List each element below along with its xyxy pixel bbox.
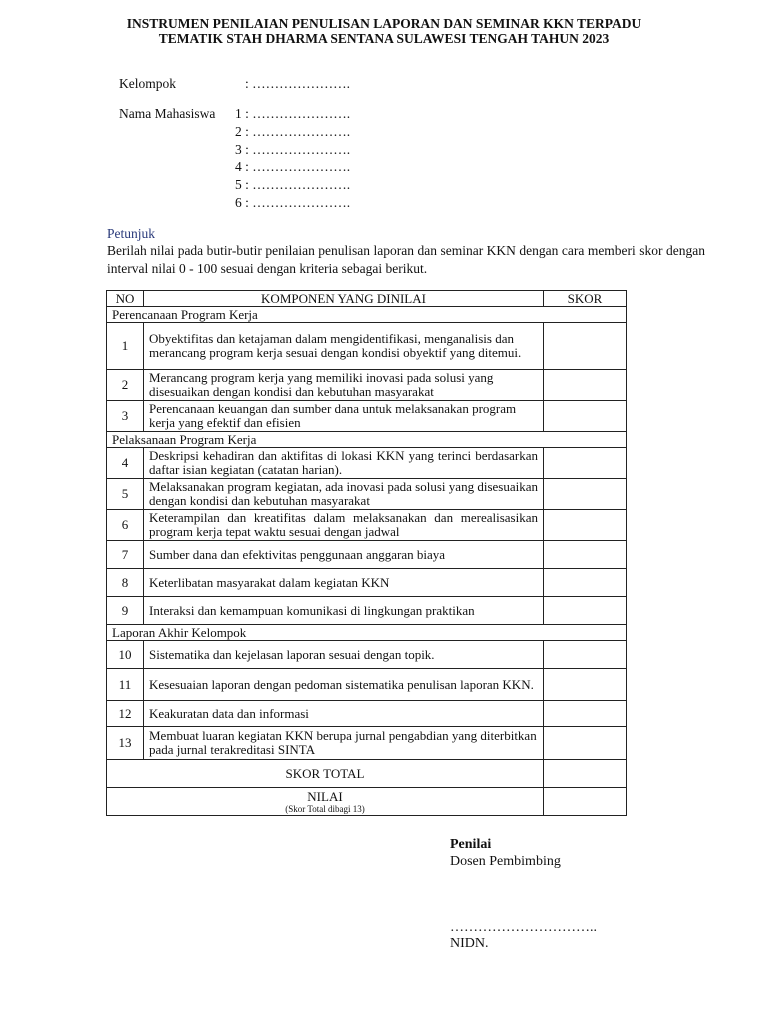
nidn-label: NIDN. [450, 936, 489, 951]
nilai-label: NILAI [307, 788, 343, 804]
skor-total-cell[interactable] [544, 760, 627, 788]
table-row [107, 541, 627, 569]
table-row [107, 569, 627, 597]
section-laporan: Laporan Akhir Kelompok [107, 625, 627, 641]
header-no: NO [107, 291, 144, 307]
nama-line-6: 6 : …………………. [235, 195, 351, 210]
score-cell[interactable] [544, 323, 627, 370]
score-cell[interactable] [544, 541, 627, 569]
nama-line-2: 2 : …………………. [235, 124, 351, 139]
penilai-label: Penilai [450, 837, 492, 852]
row-text: Melaksanakan program kegiatan, ada inovasi pada solusi yang disesuaikan dengan kondisi dan kebutuhan masyarakat [144, 479, 544, 510]
row-no: 7 [107, 541, 144, 569]
row-text: Sistematika dan kejelasan laporan sesuai dengan topik. [144, 641, 544, 669]
signature-block [450, 836, 561, 870]
row-no: 3 [107, 401, 144, 432]
row-text: Deskripsi kehadiran dan aktifitas di lokasi KKN yang terinci berdasarkan daftar isian kegiatan (catatan harian). [144, 448, 544, 479]
score-cell[interactable] [544, 448, 627, 479]
section-row [107, 625, 627, 641]
row-text: Interaksi dan kemampuan komunikasi di lingkungan praktikan [144, 597, 544, 625]
kelompok-value: : …………………. [245, 76, 351, 91]
assessment-table [106, 290, 627, 816]
dosen-pembimbing-label: Dosen Pembimbing [450, 854, 561, 869]
row-no: 1 [107, 323, 144, 370]
nilai-cell [107, 788, 544, 816]
table-row [107, 479, 627, 510]
row-text: Perencanaan keuangan dan sumber dana untuk melaksanakan program kerja yang efektif dan efisien [144, 401, 544, 432]
row-no: 10 [107, 641, 144, 669]
score-cell[interactable] [544, 669, 627, 701]
row-no: 6 [107, 510, 144, 541]
document-title [0, 16, 768, 46]
table-row [107, 401, 627, 432]
table-row [107, 510, 627, 541]
petunjuk-heading: Petunjuk [107, 226, 156, 241]
score-cell[interactable] [544, 727, 627, 760]
row-no: 11 [107, 669, 144, 701]
table-row [107, 641, 627, 669]
row-no: 4 [107, 448, 144, 479]
table-row [107, 597, 627, 625]
score-cell[interactable] [544, 370, 627, 401]
row-no: 5 [107, 479, 144, 510]
row-no: 2 [107, 370, 144, 401]
row-text: Keakuratan data dan informasi [144, 701, 544, 727]
score-cell[interactable] [544, 479, 627, 510]
skor-total-label: SKOR TOTAL [107, 760, 544, 788]
table-row [107, 669, 627, 701]
nilai-row [107, 788, 627, 816]
section-row [107, 307, 627, 323]
row-no: 8 [107, 569, 144, 597]
nilai-note: (Skor Total dibagi 13) [285, 803, 365, 814]
row-no: 13 [107, 727, 144, 760]
instructions-text: Berilah nilai pada butir-butir penilaian penulisan laporan dan seminar KKN dengan cara memberi skor dengan interval nilai 0 - 100 sesuai dengan kriteria sebagai berikut. [107, 243, 705, 276]
row-text: Keterlibatan masyarakat dalam kegiatan KKN [144, 569, 544, 597]
table-row [107, 370, 627, 401]
row-text: Obyektifitas dan ketajaman dalam mengidentifikasi, menganalisis dan merancang program kerja sesuai dengan kondisi obyektif yang ditemui. [144, 323, 544, 370]
total-row [107, 760, 627, 788]
section-row [107, 432, 627, 448]
header-komponen: KOMPONEN YANG DINILAI [144, 291, 544, 307]
nama-line-3: 3 : …………………. [235, 142, 351, 157]
row-text: Sumber dana dan efektivitas penggunaan anggaran biaya [144, 541, 544, 569]
table-row [107, 323, 627, 370]
signature-line: ………………………….. [450, 920, 597, 935]
score-cell[interactable] [544, 510, 627, 541]
table-row [107, 448, 627, 479]
nama-line-1: 1 : …………………. [235, 106, 351, 121]
nilai-score-cell[interactable] [544, 788, 627, 816]
score-cell[interactable] [544, 641, 627, 669]
row-no: 9 [107, 597, 144, 625]
score-cell[interactable] [544, 597, 627, 625]
table-row [107, 701, 627, 727]
row-no: 12 [107, 701, 144, 727]
row-text: Kesesuaian laporan dengan pedoman sistematika penulisan laporan KKN. [144, 669, 544, 701]
row-text: Membuat luaran kegiatan KKN berupa jurnal pengabdian yang diterbitkan pada jurnal terakreditasi SINTA [144, 727, 544, 760]
title-line-2: TEMATIK STAH DHARMA SENTANA SULAWESI TENGAH TAHUN 2023 [158, 31, 610, 46]
table-row [107, 727, 627, 760]
nama-mahasiswa-label: Nama Mahasiswa [119, 106, 216, 121]
row-text: Keterampilan dan kreatifitas dalam melaksanakan dan merealisasikan program kerja tepat waktu sesuai dengan jadwal [144, 510, 544, 541]
title-line-1: INSTRUMEN PENILAIAN PENULISAN LAPORAN DAN SEMINAR KKN TERPADU [126, 16, 642, 31]
table-header-row [107, 291, 627, 307]
score-cell[interactable] [544, 701, 627, 727]
nama-line-4: 4 : …………………. [235, 159, 351, 174]
row-text: Merancang program kerja yang memiliki inovasi pada solusi yang disesuaikan dengan kondisi dan kebutuhan masyarakat [144, 370, 544, 401]
section-perencanaan: Perencanaan Program Kerja [107, 307, 627, 323]
kelompok-label: Kelompok [119, 76, 176, 91]
section-pelaksanaan: Pelaksanaan Program Kerja [107, 432, 627, 448]
header-skor: SKOR [544, 291, 627, 307]
score-cell[interactable] [544, 401, 627, 432]
score-cell[interactable] [544, 569, 627, 597]
nama-line-5: 5 : …………………. [235, 177, 351, 192]
